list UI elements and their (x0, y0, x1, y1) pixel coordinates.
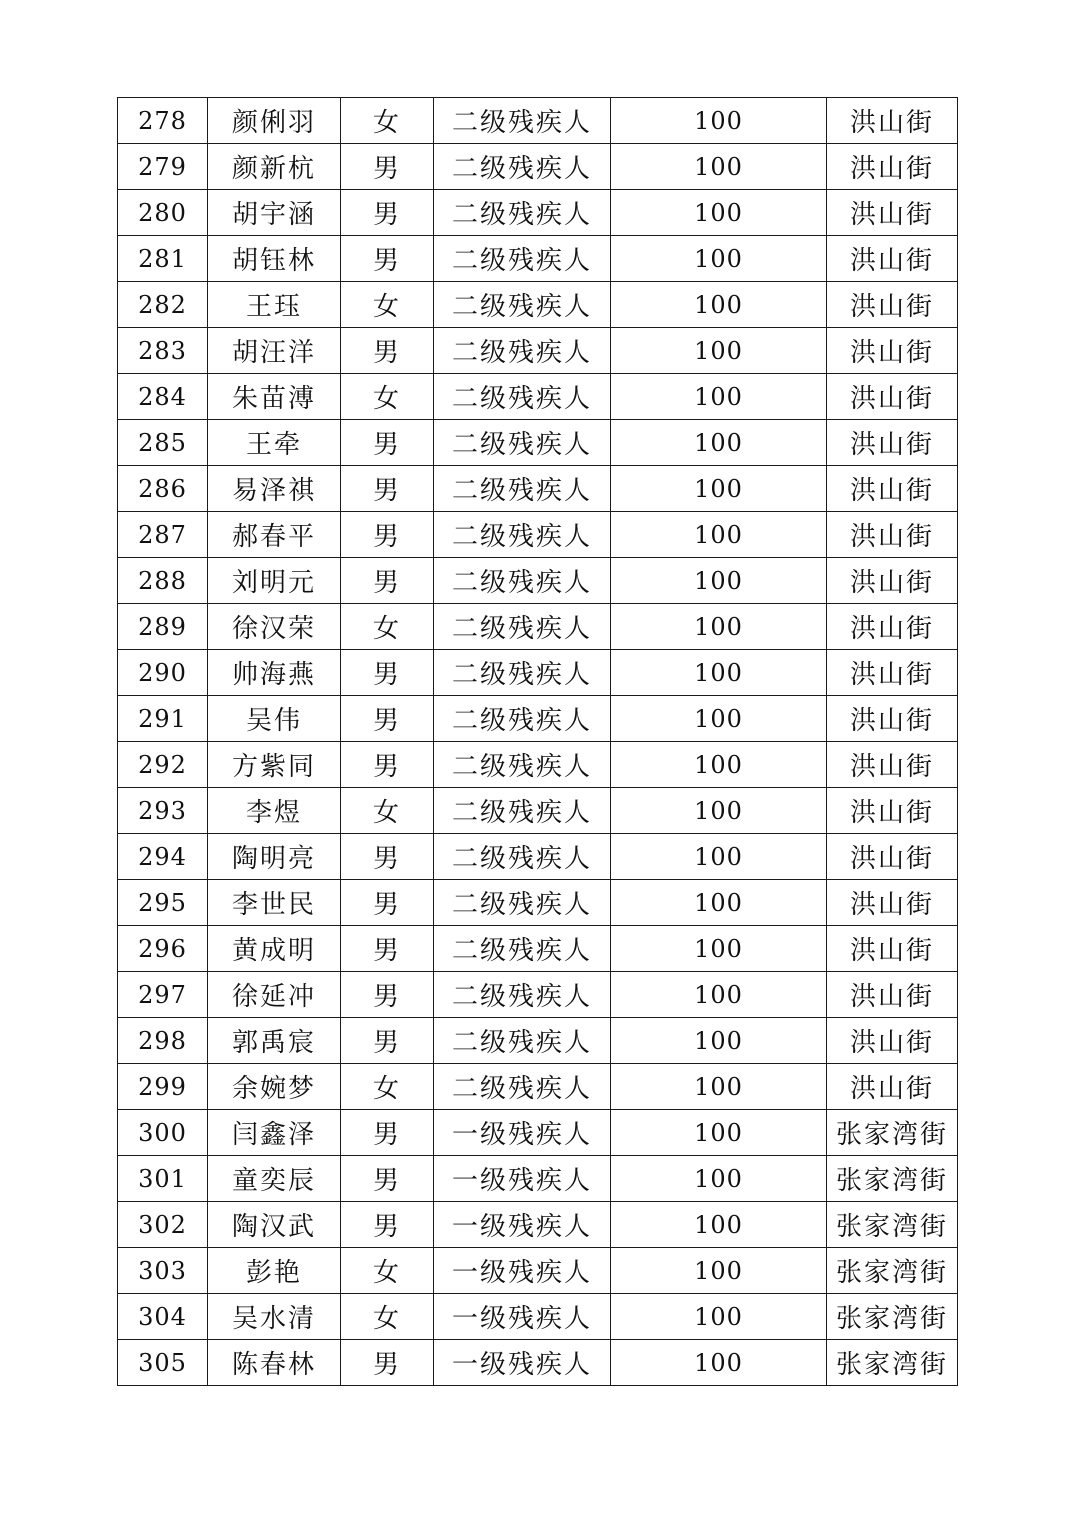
gender-cell: 女 (341, 788, 434, 834)
disability-level-cell: 二级残疾人 (434, 512, 611, 558)
amount-cell: 100 (611, 190, 827, 236)
gender-cell: 男 (341, 696, 434, 742)
disability-level-cell: 二级残疾人 (434, 98, 611, 144)
name-cell: 郭禹宸 (208, 1018, 341, 1064)
amount-cell: 100 (611, 742, 827, 788)
disability-level-cell: 二级残疾人 (434, 190, 611, 236)
disability-level-cell: 一级残疾人 (434, 1340, 611, 1386)
street-cell: 张家湾街 (827, 1248, 958, 1294)
name-cell: 刘明元 (208, 558, 341, 604)
table-row (118, 1248, 958, 1294)
gender-cell: 男 (341, 1018, 434, 1064)
gender-cell: 女 (341, 1248, 434, 1294)
disability-level-cell: 二级残疾人 (434, 834, 611, 880)
disability-level-cell: 一级残疾人 (434, 1202, 611, 1248)
table-row (118, 926, 958, 972)
amount-cell: 100 (611, 328, 827, 374)
table-row (118, 1202, 958, 1248)
table-row (118, 282, 958, 328)
amount-cell: 100 (611, 236, 827, 282)
table-row (118, 1294, 958, 1340)
name-cell: 郝春平 (208, 512, 341, 558)
table-row (118, 604, 958, 650)
gender-cell: 男 (341, 650, 434, 696)
table-row (118, 1110, 958, 1156)
name-cell: 朱苗溥 (208, 374, 341, 420)
disability-level-cell: 二级残疾人 (434, 1064, 611, 1110)
amount-cell: 100 (611, 926, 827, 972)
disability-level-cell: 二级残疾人 (434, 236, 611, 282)
disability-level-cell: 一级残疾人 (434, 1294, 611, 1340)
gender-cell: 男 (341, 880, 434, 926)
serial-number-cell: 290 (118, 650, 208, 696)
serial-number-cell: 302 (118, 1202, 208, 1248)
gender-cell: 女 (341, 604, 434, 650)
amount-cell: 100 (611, 420, 827, 466)
gender-cell: 男 (341, 972, 434, 1018)
amount-cell: 100 (611, 374, 827, 420)
street-cell: 洪山街 (827, 420, 958, 466)
serial-number-cell: 279 (118, 144, 208, 190)
gender-cell: 女 (341, 282, 434, 328)
street-cell: 洪山街 (827, 98, 958, 144)
gender-cell: 男 (341, 1340, 434, 1386)
amount-cell: 100 (611, 1064, 827, 1110)
disability-level-cell: 二级残疾人 (434, 742, 611, 788)
amount-cell: 100 (611, 650, 827, 696)
name-cell: 颜新杭 (208, 144, 341, 190)
street-cell: 洪山街 (827, 788, 958, 834)
disability-level-cell: 二级残疾人 (434, 788, 611, 834)
street-cell: 洪山街 (827, 604, 958, 650)
table-row (118, 972, 958, 1018)
table-row (118, 880, 958, 926)
name-cell: 帅海燕 (208, 650, 341, 696)
name-cell: 胡汪洋 (208, 328, 341, 374)
roster-table (117, 97, 958, 1386)
name-cell: 王珏 (208, 282, 341, 328)
gender-cell: 男 (341, 190, 434, 236)
gender-cell: 男 (341, 1110, 434, 1156)
disability-level-cell: 二级残疾人 (434, 328, 611, 374)
gender-cell: 男 (341, 834, 434, 880)
serial-number-cell: 292 (118, 742, 208, 788)
name-cell: 陶汉武 (208, 1202, 341, 1248)
disability-level-cell: 二级残疾人 (434, 650, 611, 696)
disability-level-cell: 二级残疾人 (434, 604, 611, 650)
serial-number-cell: 286 (118, 466, 208, 512)
street-cell: 洪山街 (827, 1018, 958, 1064)
gender-cell: 男 (341, 1156, 434, 1202)
gender-cell: 男 (341, 328, 434, 374)
serial-number-cell: 304 (118, 1294, 208, 1340)
table-row (118, 1156, 958, 1202)
street-cell: 洪山街 (827, 834, 958, 880)
street-cell: 洪山街 (827, 512, 958, 558)
serial-number-cell: 284 (118, 374, 208, 420)
gender-cell: 女 (341, 98, 434, 144)
disability-level-cell: 二级残疾人 (434, 880, 611, 926)
disability-level-cell: 二级残疾人 (434, 374, 611, 420)
serial-number-cell: 293 (118, 788, 208, 834)
gender-cell: 男 (341, 236, 434, 282)
table-row (118, 420, 958, 466)
disability-level-cell: 二级残疾人 (434, 696, 611, 742)
serial-number-cell: 299 (118, 1064, 208, 1110)
table-row (118, 558, 958, 604)
table-row (118, 512, 958, 558)
name-cell: 胡钰林 (208, 236, 341, 282)
disability-level-cell: 二级残疾人 (434, 558, 611, 604)
street-cell: 洪山街 (827, 144, 958, 190)
street-cell: 张家湾街 (827, 1156, 958, 1202)
serial-number-cell: 278 (118, 98, 208, 144)
gender-cell: 男 (341, 742, 434, 788)
street-cell: 洪山街 (827, 742, 958, 788)
table-row (118, 98, 958, 144)
serial-number-cell: 289 (118, 604, 208, 650)
table-row (118, 650, 958, 696)
disability-level-cell: 二级残疾人 (434, 972, 611, 1018)
amount-cell: 100 (611, 1110, 827, 1156)
disability-level-cell: 二级残疾人 (434, 1018, 611, 1064)
amount-cell: 100 (611, 1340, 827, 1386)
street-cell: 洪山街 (827, 328, 958, 374)
name-cell: 吴水清 (208, 1294, 341, 1340)
disability-level-cell: 二级残疾人 (434, 282, 611, 328)
gender-cell: 男 (341, 558, 434, 604)
street-cell: 洪山街 (827, 374, 958, 420)
serial-number-cell: 303 (118, 1248, 208, 1294)
street-cell: 洪山街 (827, 236, 958, 282)
gender-cell: 男 (341, 1202, 434, 1248)
gender-cell: 男 (341, 144, 434, 190)
table-row (118, 1018, 958, 1064)
serial-number-cell: 285 (118, 420, 208, 466)
amount-cell: 100 (611, 696, 827, 742)
gender-cell: 女 (341, 1064, 434, 1110)
table-row (118, 144, 958, 190)
street-cell: 张家湾街 (827, 1340, 958, 1386)
table-row (118, 236, 958, 282)
table-row (118, 328, 958, 374)
serial-number-cell: 282 (118, 282, 208, 328)
serial-number-cell: 297 (118, 972, 208, 1018)
name-cell: 方紫同 (208, 742, 341, 788)
serial-number-cell: 298 (118, 1018, 208, 1064)
amount-cell: 100 (611, 880, 827, 926)
serial-number-cell: 288 (118, 558, 208, 604)
serial-number-cell: 281 (118, 236, 208, 282)
street-cell: 洪山街 (827, 650, 958, 696)
disability-level-cell: 二级残疾人 (434, 420, 611, 466)
gender-cell: 女 (341, 1294, 434, 1340)
table-row (118, 696, 958, 742)
street-cell: 张家湾街 (827, 1294, 958, 1340)
gender-cell: 男 (341, 466, 434, 512)
table-row (118, 466, 958, 512)
name-cell: 余婉梦 (208, 1064, 341, 1110)
table-row (118, 788, 958, 834)
serial-number-cell: 296 (118, 926, 208, 972)
disability-level-cell: 二级残疾人 (434, 926, 611, 972)
disability-level-cell: 一级残疾人 (434, 1110, 611, 1156)
table-row (118, 1064, 958, 1110)
name-cell: 吴伟 (208, 696, 341, 742)
amount-cell: 100 (611, 788, 827, 834)
serial-number-cell: 280 (118, 190, 208, 236)
gender-cell: 女 (341, 374, 434, 420)
table-row (118, 834, 958, 880)
amount-cell: 100 (611, 558, 827, 604)
serial-number-cell: 287 (118, 512, 208, 558)
disability-level-cell: 二级残疾人 (434, 466, 611, 512)
amount-cell: 100 (611, 1018, 827, 1064)
serial-number-cell: 301 (118, 1156, 208, 1202)
name-cell: 李世民 (208, 880, 341, 926)
amount-cell: 100 (611, 1248, 827, 1294)
disability-level-cell: 一级残疾人 (434, 1248, 611, 1294)
street-cell: 洪山街 (827, 558, 958, 604)
gender-cell: 男 (341, 512, 434, 558)
gender-cell: 男 (341, 420, 434, 466)
amount-cell: 100 (611, 144, 827, 190)
name-cell: 陶明亮 (208, 834, 341, 880)
name-cell: 徐汉荣 (208, 604, 341, 650)
roster-table-body (118, 98, 958, 1386)
serial-number-cell: 305 (118, 1340, 208, 1386)
name-cell: 徐延冲 (208, 972, 341, 1018)
street-cell: 洪山街 (827, 1064, 958, 1110)
serial-number-cell: 291 (118, 696, 208, 742)
disability-level-cell: 一级残疾人 (434, 1156, 611, 1202)
amount-cell: 100 (611, 604, 827, 650)
name-cell: 胡宇涵 (208, 190, 341, 236)
name-cell: 王牵 (208, 420, 341, 466)
name-cell: 黄成明 (208, 926, 341, 972)
street-cell: 洪山街 (827, 926, 958, 972)
amount-cell: 100 (611, 1294, 827, 1340)
name-cell: 易泽祺 (208, 466, 341, 512)
serial-number-cell: 283 (118, 328, 208, 374)
amount-cell: 100 (611, 282, 827, 328)
serial-number-cell: 294 (118, 834, 208, 880)
table-row (118, 190, 958, 236)
name-cell: 陈春林 (208, 1340, 341, 1386)
name-cell: 颜俐羽 (208, 98, 341, 144)
amount-cell: 100 (611, 972, 827, 1018)
street-cell: 张家湾街 (827, 1202, 958, 1248)
street-cell: 洪山街 (827, 696, 958, 742)
street-cell: 洪山街 (827, 190, 958, 236)
name-cell: 闫鑫泽 (208, 1110, 341, 1156)
disability-level-cell: 二级残疾人 (434, 144, 611, 190)
serial-number-cell: 295 (118, 880, 208, 926)
serial-number-cell: 300 (118, 1110, 208, 1156)
amount-cell: 100 (611, 512, 827, 558)
street-cell: 张家湾街 (827, 1110, 958, 1156)
amount-cell: 100 (611, 1156, 827, 1202)
street-cell: 洪山街 (827, 972, 958, 1018)
name-cell: 童奕辰 (208, 1156, 341, 1202)
gender-cell: 男 (341, 926, 434, 972)
table-row (118, 742, 958, 788)
table-row (118, 1340, 958, 1386)
amount-cell: 100 (611, 1202, 827, 1248)
name-cell: 彭艳 (208, 1248, 341, 1294)
amount-cell: 100 (611, 98, 827, 144)
street-cell: 洪山街 (827, 466, 958, 512)
amount-cell: 100 (611, 834, 827, 880)
street-cell: 洪山街 (827, 880, 958, 926)
name-cell: 李煜 (208, 788, 341, 834)
street-cell: 洪山街 (827, 282, 958, 328)
table-row (118, 374, 958, 420)
amount-cell: 100 (611, 466, 827, 512)
